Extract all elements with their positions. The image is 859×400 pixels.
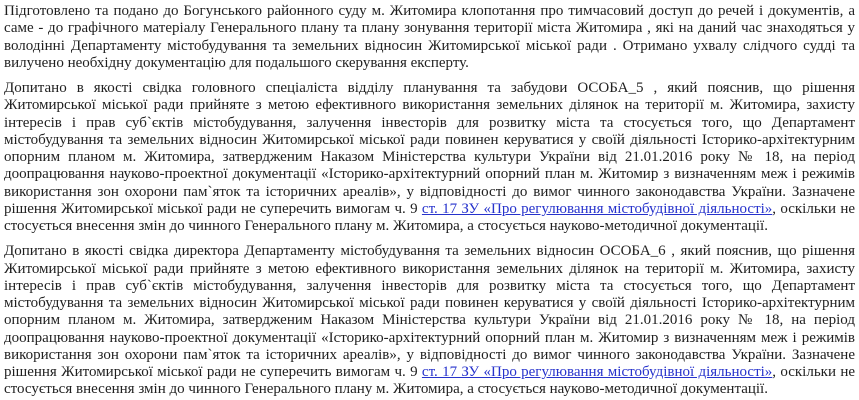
paragraph-text: , оскільки не стосується внесення змін до чинного Генерального плану м. Житомира, а стосується науково-методичної документації. — [4, 200, 856, 234]
paragraph-text: Підготовлено та подано до Богунського районного суду м. Житомира клопотання про тимчасовий доступ до речей і документів, а саме - до графічного матеріалу Генерального плану та плану зонування території міста Житомира , які на даний час знаходяться у володінні Департаменту містобудування та земельних відносин Житомирської міської ради . Отримано ухвалу слідчого судді та вилучено необхідну документацію для подальшого скерування експерту. — [4, 3, 855, 71]
paragraph-motion-filed — [4, 3, 855, 72]
paragraph-text: Допитано в якості свідка головного спеціаліста відділу планування та забудови ОСОБА_5 , який пояснив, що рішення Житомирської міської ради прийняте з метою ефективного використання земельних ділянок на території м. Житомира, захисту інтересів і прав суб`єктів містобудування, залучення інвесторів для розвитку міста та стосується того, що Департамент містобудування та земельних відносин Житомирської міської ради повинен керуватися у своїй діяльності Історико-архітектурним опорним планом м. Житомира, затвердженим Наказом Міністерства культури України від 21.01.2016 року № 18, на період доопрацювання науково-проектної документації «Історико-архітектурний опорний план м. Житомир з визначенням меж і режимів використання зон охорони пам`яток та історичних ареалів», у відповідності до вимог чинного законодавства України. Зазначене рішення Житомирської міської ради не суперечить вимогам ч. 9 — [4, 80, 855, 217]
law-article-link[interactable]: ст. 17 ЗУ «Про регулювання містобудівної діяльності» — [421, 364, 773, 380]
paragraph-witness-osoba5 — [4, 80, 855, 235]
law-article-link[interactable]: ст. 17 ЗУ «Про регулювання містобудівної діяльності» — [421, 200, 773, 217]
paragraph-text: Допитано в якості свідка директора Департаменту містобудування та земельних відносин ОСОБА_6 , який пояснив, що рішення Житомирської міської ради прийняте з метою ефективного використання земельних ділянок на території м. Житомира, захисту інтересів і прав суб`єктів містобудування, залучення інвесторів для розвитку міста та стосується того, що Департамент містобудування та земельних відносин Житомирської міської ради повинен керуватися у своїй діяльності Історико-архітектурним опорним планом м. Житомира, затвердженим Наказом Міністерства культури України від 21.01.2016 року № 18, на період доопрацювання науково-проектної документації «Історико-архітектурний опорний план м. Житомир з визначенням меж і режимів використання зон охорони пам`яток та історичних ареалів», у відповідності до вимог чинного законодавства України. Зазначене рішення Житомирської міської ради не суперечить вимогам ч. 9 — [4, 243, 855, 380]
paragraph-text: , оскільки не стосується внесення змін до чинного Генерального плану м. Житомира, а стосується науково-методичної документації. — [4, 364, 856, 398]
paragraph-witness-osoba6 — [4, 243, 855, 398]
